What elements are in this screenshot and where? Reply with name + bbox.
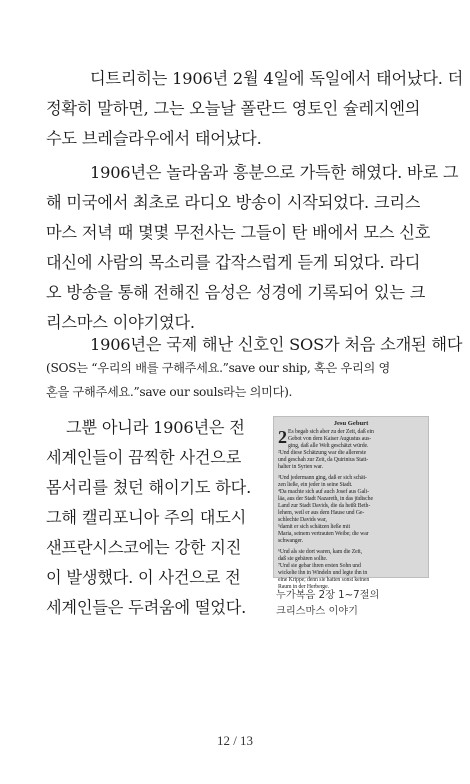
text-line: 세계인들은 두려움에 떨었다. [46,598,247,617]
bible-excerpt-text [278,429,425,591]
bible-text-line: eine Krippe; denn sie hatten sonst keinen [278,576,370,583]
bible-text-line: Raum in der Herberge. [278,583,329,590]
caption-line: 크리스마스 이야기 [276,606,358,617]
text-line: 세계인들이 끔찍한 사건으로 [46,448,242,467]
bible-text-line: und geschah zur Zeit, da Quirinius Statt- [278,457,369,464]
page-number: 12 / 13 [216,733,254,748]
chapter-dropcap: 2 [278,427,287,447]
paragraph-earthquake [46,413,266,623]
bible-text-line: ⁷Und sie gebar ihren ersten Sohn und [278,562,361,569]
bible-text-line: Land zur Stadt Davids, die da heißt Beth- [278,502,371,509]
bible-text-line: ⁶Und als sie dort waren, kam die Zeit, [278,548,363,555]
text-line: 이 발생했다. 이 사건으로 전 [46,568,241,587]
bible-text-line: schlechte Davids war, [278,517,327,524]
bible-text-line: ²Und diese Schätzung war die allererste [278,450,367,457]
text-line: 마스 저녁 때 몇몇 무전사는 그들이 탄 배에서 모스 신호 [46,223,431,242]
text-line: 그해 캘리포니아 주의 대도시 [46,508,247,527]
bible-text-line: Gebot von dem Kaiser Augustus aus- [288,436,372,443]
bible-text-line: zen ließe, ein jeder in seine Stadt. [278,481,353,488]
text-line: 수도 브레슬라우에서 태어났다. [46,129,262,148]
bible-text-line: ³Und jedermann ging, daß er sich schät- [278,474,367,481]
bible-text-line: schwanger. [278,538,303,545]
bible-text-line: halter in Syrien war. [278,464,323,471]
text-line: 1906년은 놀라움과 흥분으로 가득한 해였다. 바로 그 [90,163,459,182]
bible-text-line: wickelte ihn in Windeln und legte ihn in [278,569,368,576]
bible-text-line: lehem, weil er aus dem Hause und Ge- [278,510,365,517]
paragraph-1906-radio [46,158,459,338]
text-line: 해 미국에서 최초로 라디오 방송이 시작되었다. 크리스 [46,193,421,212]
bible-text-line: ⁵damit er sich schätzen ließe mit [278,524,350,531]
sos-note [46,356,436,404]
paragraph-birth [46,64,464,154]
text-line: 리스마스 이야기였다. [46,313,195,332]
text-line: 대신에 사람의 목소리를 갑작스럽게 듣게 되었다. 라디 [46,253,421,272]
text-line: 오 방송을 통해 전해진 음성은 성경에 기록되어 있는 크 [46,283,426,302]
bible-text-line: ⁴Da machte sich auf auch Josef aus Gali- [278,488,369,495]
note-line: 혼을 구해주세요.”save our souls라는 의미다). [46,385,293,399]
bible-excerpt-image [273,416,429,590]
text-line: 몸서리를 쳤던 해이기도 하다. [46,478,252,497]
bible-excerpt-title: Jesu Geburt [333,420,369,427]
image-caption [276,588,436,620]
caption-line: 누가복음 2장 1~7절의 [276,590,380,601]
note-line: (SOS는 “우리의 배를 구해주세요.”save our ship, 혹은 우리의 영 [46,361,391,375]
bible-text-line: ging, daß alle Welt geschätzt würde. [288,443,369,450]
text-line: 그뿐 아니라 1906년은 전 [66,418,245,437]
text-line: 1906년은 국제 해난 신호인 SOS가 처음 소개된 해다 [90,335,463,354]
bible-text-line: Maria, seinem vertrauten Weibe; die war [278,531,369,538]
bible-text-line: läa, aus der Stadt Nazareth, in das jüdische [278,495,373,502]
text-line: 디트리히는 1906년 2월 4일에 독일에서 태어났다. 더 [90,69,464,88]
text-line: 샌프란시스코에는 강한 지진 [46,538,242,557]
bible-text-line: daß sie gebären sollte. [278,555,328,562]
text-line: 정확히 말하면, 그는 오늘날 폴란드 영토인 슐레지엔의 [46,99,421,118]
bible-text-line: Es begab sich aber zu der Zeit, daß ein [288,429,374,435]
